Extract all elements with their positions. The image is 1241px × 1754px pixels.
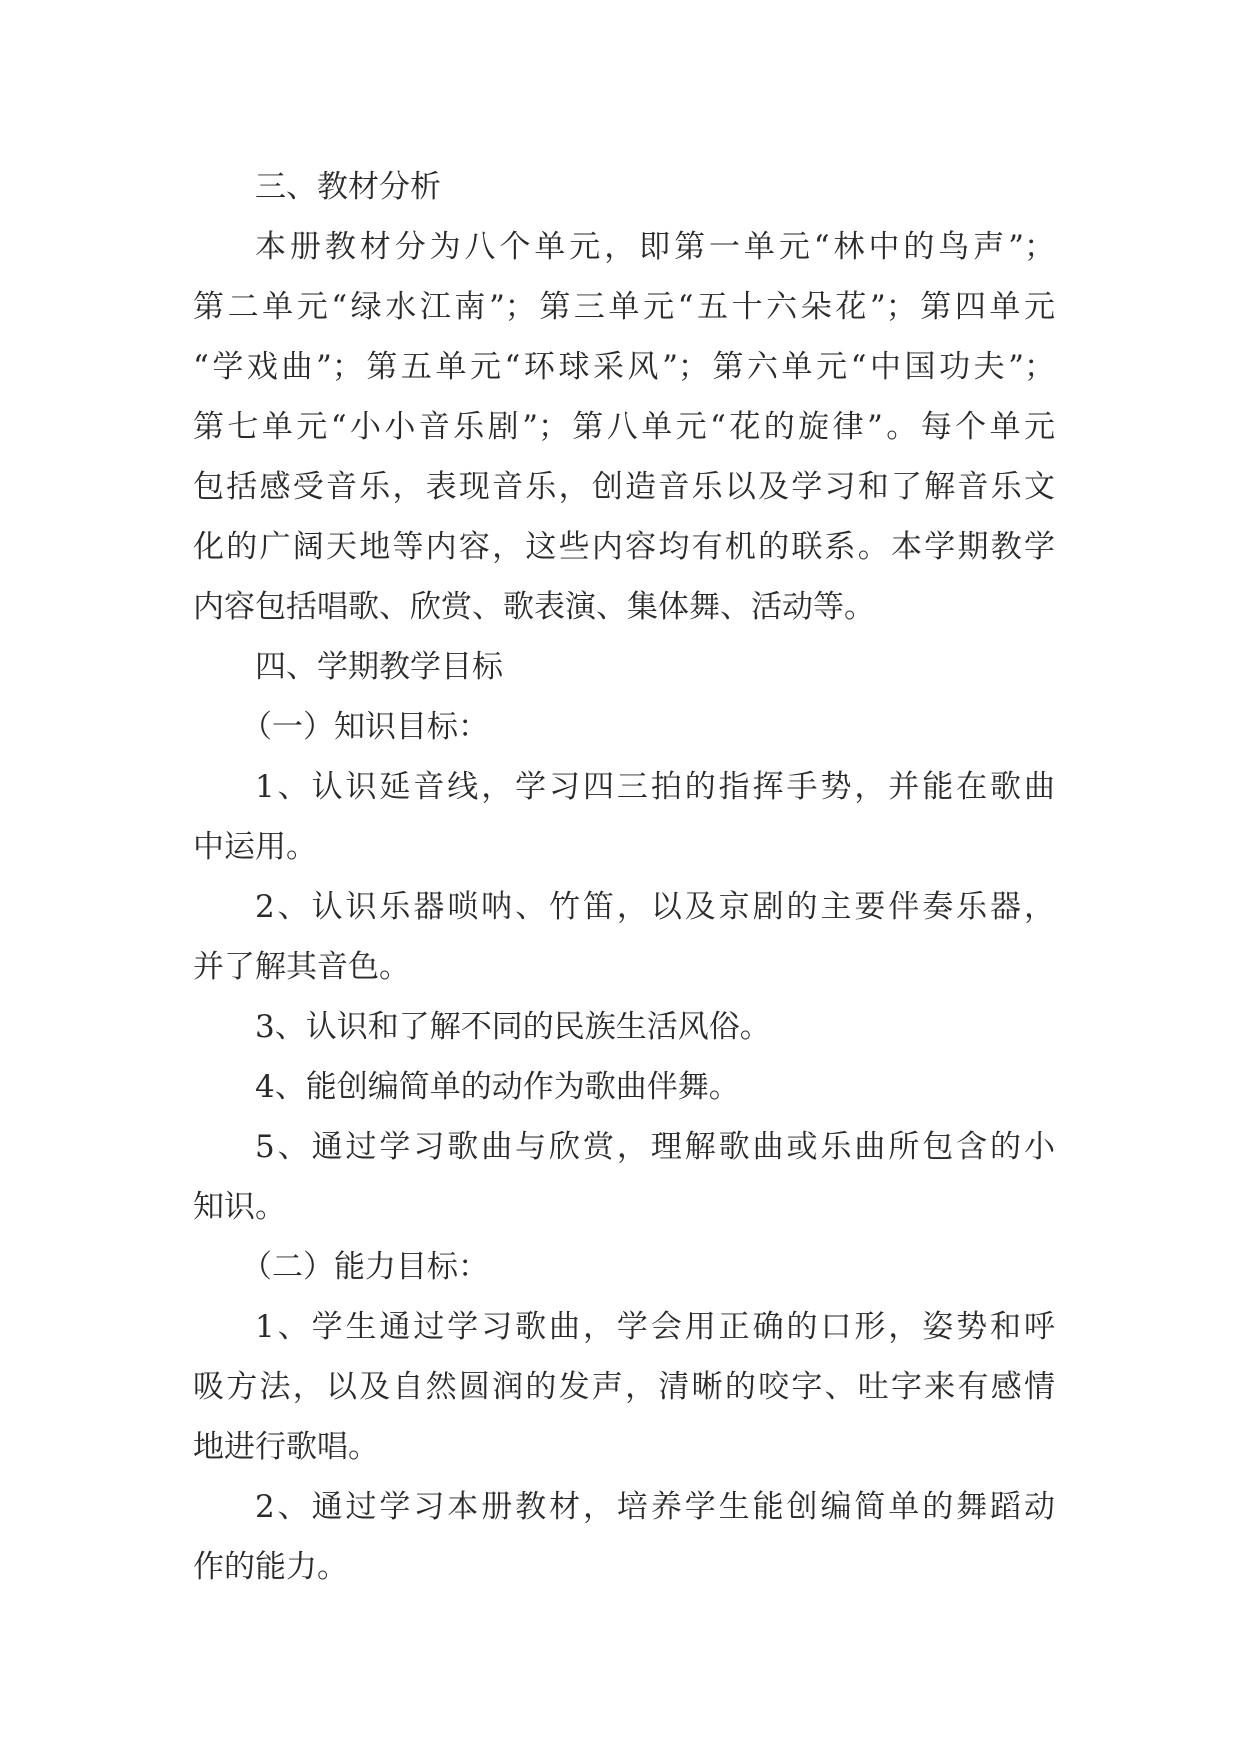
list-item-line: 1、认识延音线，学习四三拍的指挥手势，并能在歌曲 xyxy=(255,769,1055,805)
list-item-line: 中运用。 xyxy=(193,829,317,865)
paragraph-line: “学戏曲”；第五单元“环球采风”；第六单元“中国功夫”； xyxy=(193,349,1055,385)
subsection-heading-knowledge: （一）知识目标： xyxy=(241,709,489,745)
subsection-heading-ability: （二）能力目标： xyxy=(241,1249,489,1285)
paragraph-line: 本册教材分为八个单元，即第一单元“林中的鸟声”； xyxy=(255,229,1055,265)
list-item-line: 4、能创编简单的动作为歌曲伴舞。 xyxy=(255,1069,740,1105)
paragraph-line: 内容包括唱歌、欣赏、歌表演、集体舞、活动等。 xyxy=(193,589,875,625)
list-item-line: 1、学生通过学习歌曲，学会用正确的口形，姿势和呼 xyxy=(255,1309,1055,1345)
section-heading-materials-analysis: 三、教材分析 xyxy=(255,169,441,205)
document-page xyxy=(193,157,1055,1597)
paragraph-line: 包括感受音乐，表现音乐，创造音乐以及学习和了解音乐文 xyxy=(193,469,1055,505)
list-item-line: 吸方法，以及自然圆润的发声，清晰的咬字、吐字来有感情 xyxy=(193,1369,1055,1405)
list-item-line: 并了解其音色。 xyxy=(193,949,410,985)
section-heading-semester-goals: 四、学期教学目标 xyxy=(255,649,503,685)
list-item-line: 作的能力。 xyxy=(193,1549,348,1585)
list-item-line: 2、通过学习本册教材，培养学生能创编简单的舞蹈动 xyxy=(255,1489,1055,1525)
list-item-line: 5、通过学习歌曲与欣赏，理解歌曲或乐曲所包含的小 xyxy=(255,1129,1055,1165)
list-item-line: 地进行歌唱。 xyxy=(193,1429,379,1465)
list-item-line: 2、认识乐器唢呐、竹笛，以及京剧的主要伴奏乐器， xyxy=(255,889,1055,925)
list-item-line: 知识。 xyxy=(193,1189,286,1225)
list-item-line: 3、认识和了解不同的民族生活风俗。 xyxy=(255,1009,771,1045)
paragraph-line: 第七单元“小小音乐剧”；第八单元“花的旋律”。每个单元 xyxy=(193,409,1055,445)
paragraph-line: 第二单元“绿水江南”；第三单元“五十六朵花”；第四单元 xyxy=(193,289,1055,325)
paragraph-line: 化的广阔天地等内容，这些内容均有机的联系。本学期教学 xyxy=(193,529,1055,565)
